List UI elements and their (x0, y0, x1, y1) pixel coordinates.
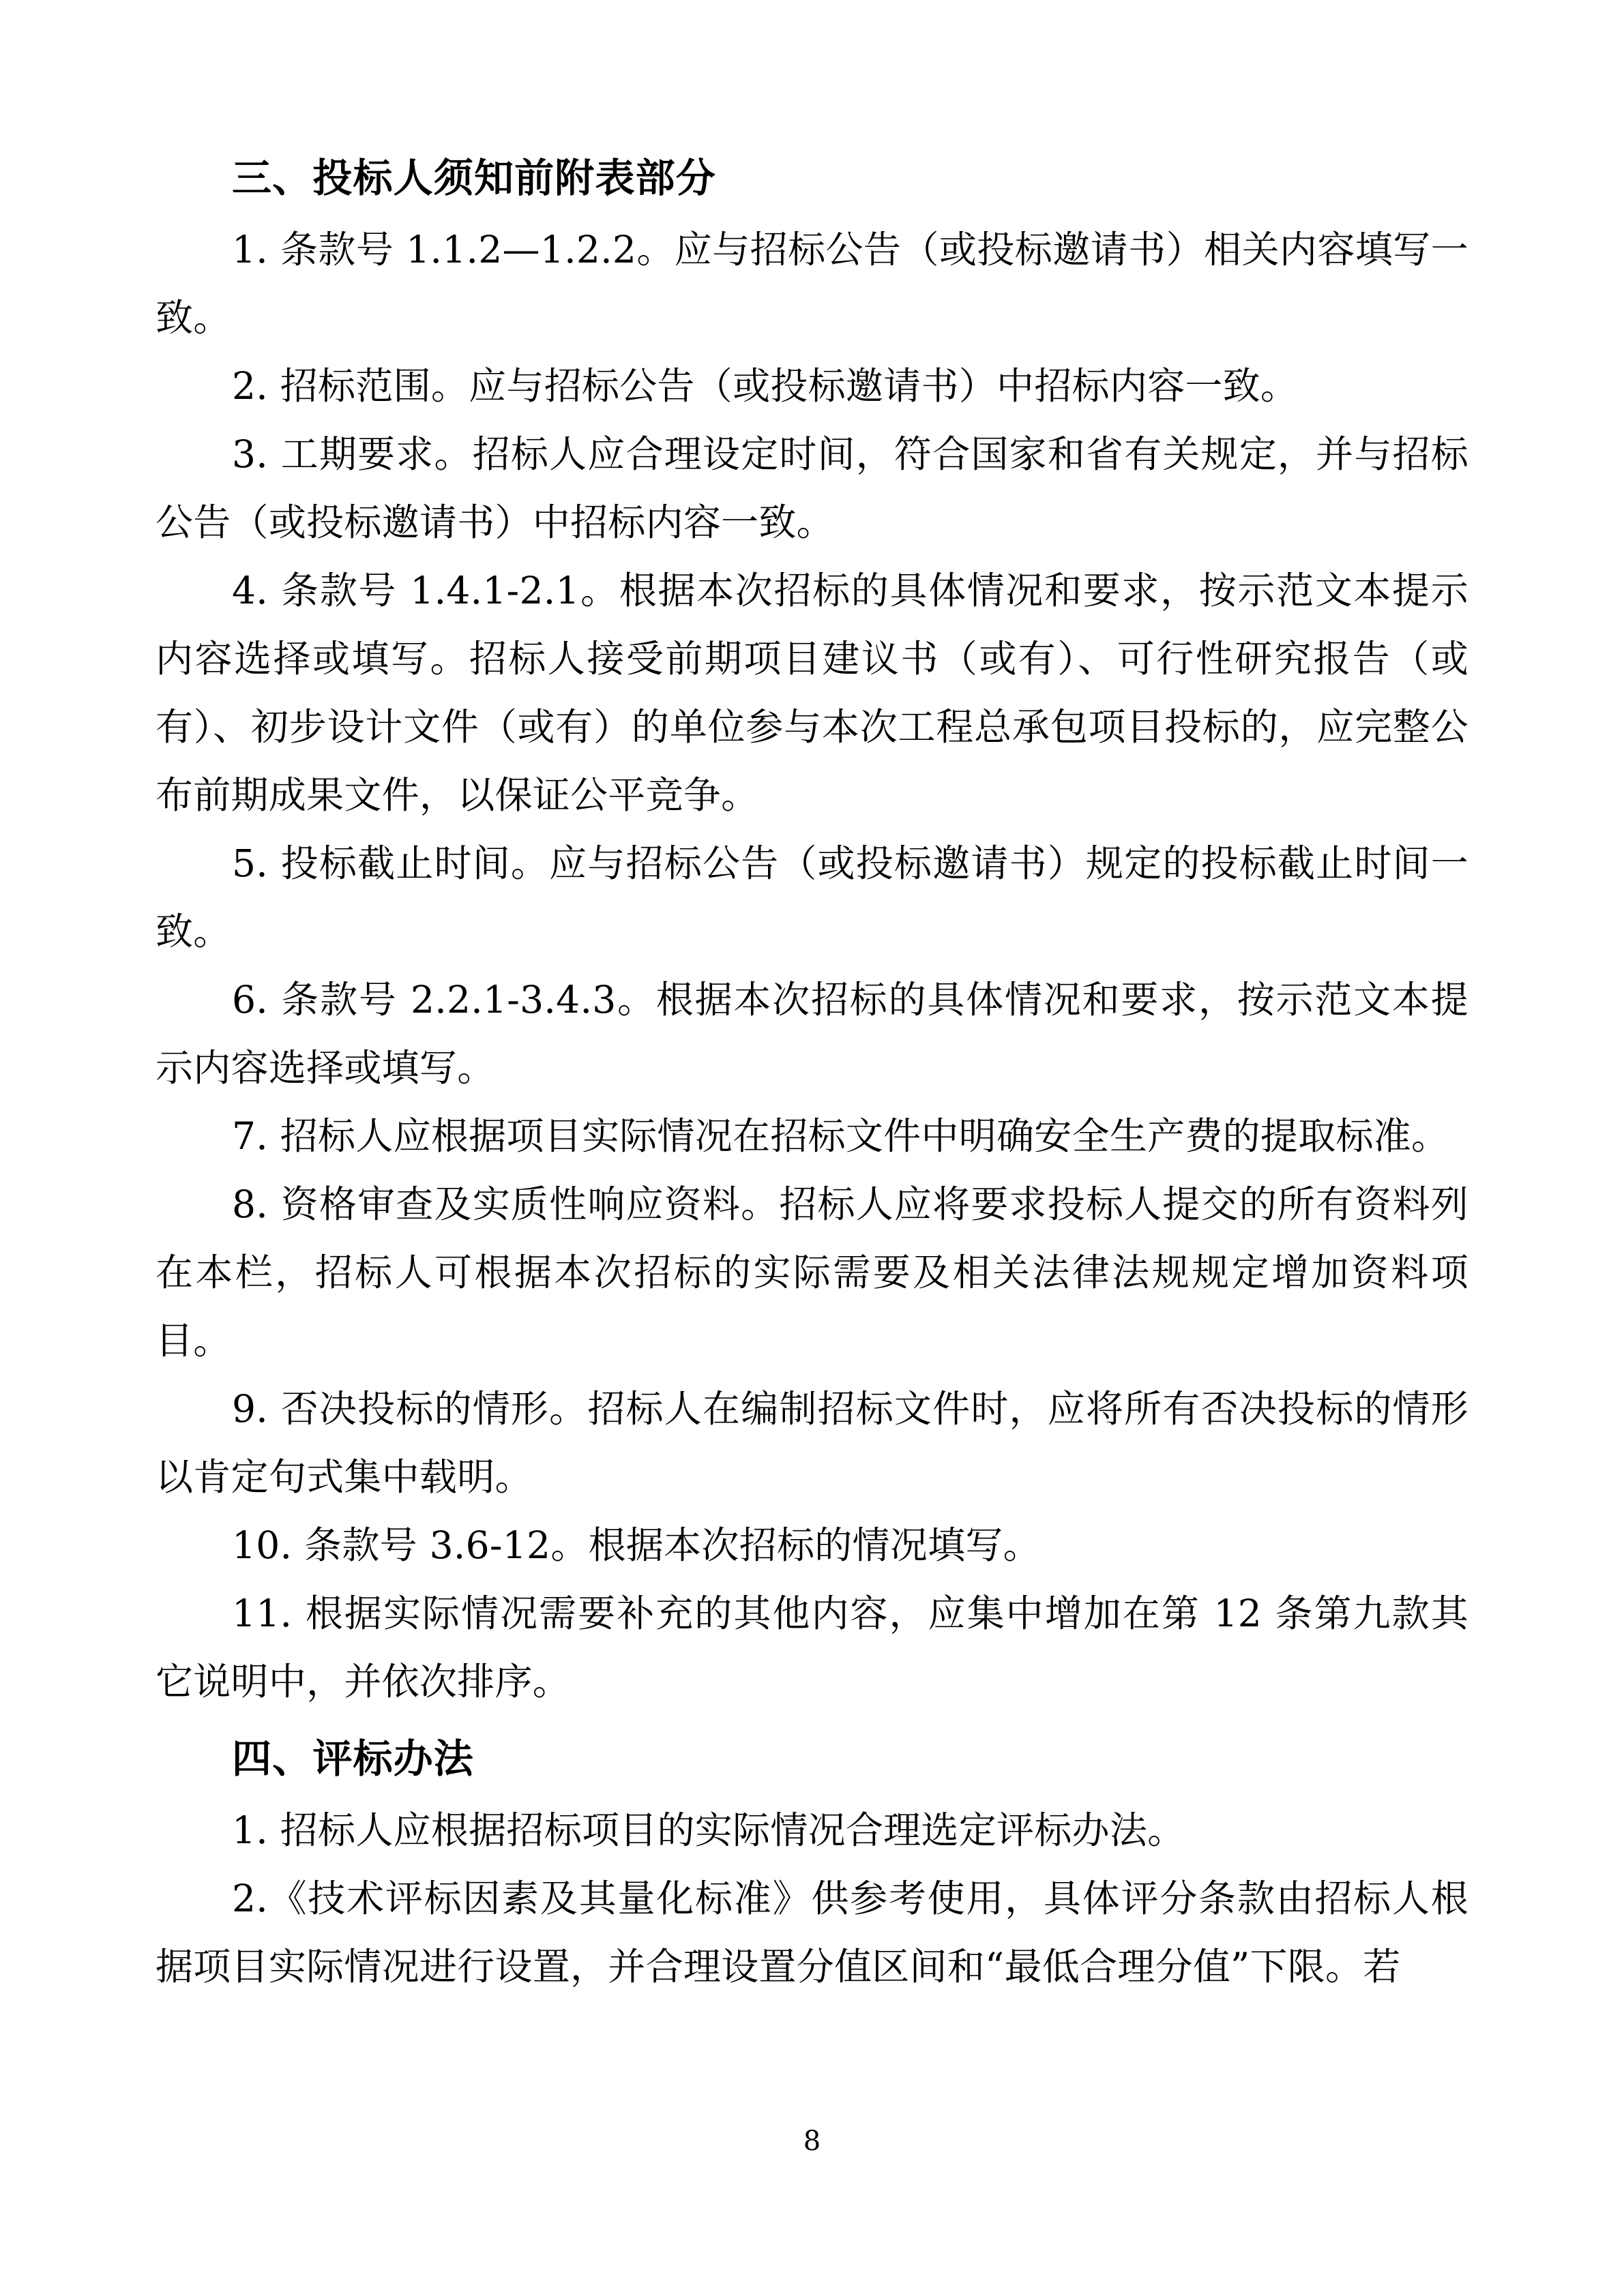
paragraph-3-7: 7. 招标人应根据项目实际情况在招标文件中明确安全生产费的提取标准。 (232, 1114, 1449, 1158)
paragraph-3-6: 6. 条款号 2.2.1-3.4.3。根据本次招标的具体情况和要求，按示范文本提示内容选择或填写。 (156, 978, 1468, 1090)
paragraph-3-10: 10. 条款号 3.6-12。根据本次招标的情况填写。 (232, 1523, 1041, 1567)
paragraph-3-1: 1. 条款号 1.1.2—1.2.2。应与招标公告（或投标邀请书）相关内容填写一致。 (156, 228, 1468, 340)
paragraph-3-4: 4. 条款号 1.4.1-2.1。根据本次招标的具体情况和要求，按示范文本提示内容选择或填写。招标人接受前期项目建议书（或有）、可行性研究报告（或有）、初步设计文件（或有）的单位参与本次工程总承包项目投标的，应完整公布前期成果文件，以保证公平竞争。 (156, 569, 1468, 817)
paragraph-3-9: 9. 否决投标的情形。招标人在编制招标文件时，应将所有否决投标的情形以肯定句式集中载明。 (156, 1387, 1468, 1499)
paragraph-4-2: 2.《技术评标因素及其量化标准》供参考使用，具体评分条款由招标人根据项目实际情况进行设置，并合理设置分值区间和“最低合理分值”下限。若 (156, 1877, 1468, 1988)
page-number: 8 (803, 2126, 821, 2157)
paragraph-3-8: 8. 资格审查及实质性响应资料。招标人应将要求投标人提交的所有资料列在本栏，招标人可根据本次招标的实际需要及相关法律法规规定增加资料项目。 (156, 1182, 1468, 1362)
paragraph-3-11: 11. 根据实际情况需要补充的其他内容，应集中增加在第 12 条第九款其它说明中，并依次排序。 (156, 1592, 1468, 1703)
section-heading-four: 四、评标办法 (232, 1735, 474, 1782)
paragraph-4-1: 1. 招标人应根据招标项目的实际情况合理选定评标办法。 (232, 1808, 1185, 1852)
paragraph-3-2: 2. 招标范围。应与招标公告（或投标邀请书）中招标内容一致。 (232, 364, 1299, 408)
page-content (156, 155, 1468, 2001)
paragraph-3-3: 3. 工期要求。招标人应合理设定时间，符合国家和省有关规定，并与招标公告（或投标邀请书）中招标内容一致。 (156, 432, 1468, 544)
paragraph-3-5: 5. 投标截止时间。应与招标公告（或投标邀请书）规定的投标截止时间一致。 (156, 841, 1468, 953)
section-heading-three: 三、投标人须知前附表部分 (232, 155, 716, 201)
